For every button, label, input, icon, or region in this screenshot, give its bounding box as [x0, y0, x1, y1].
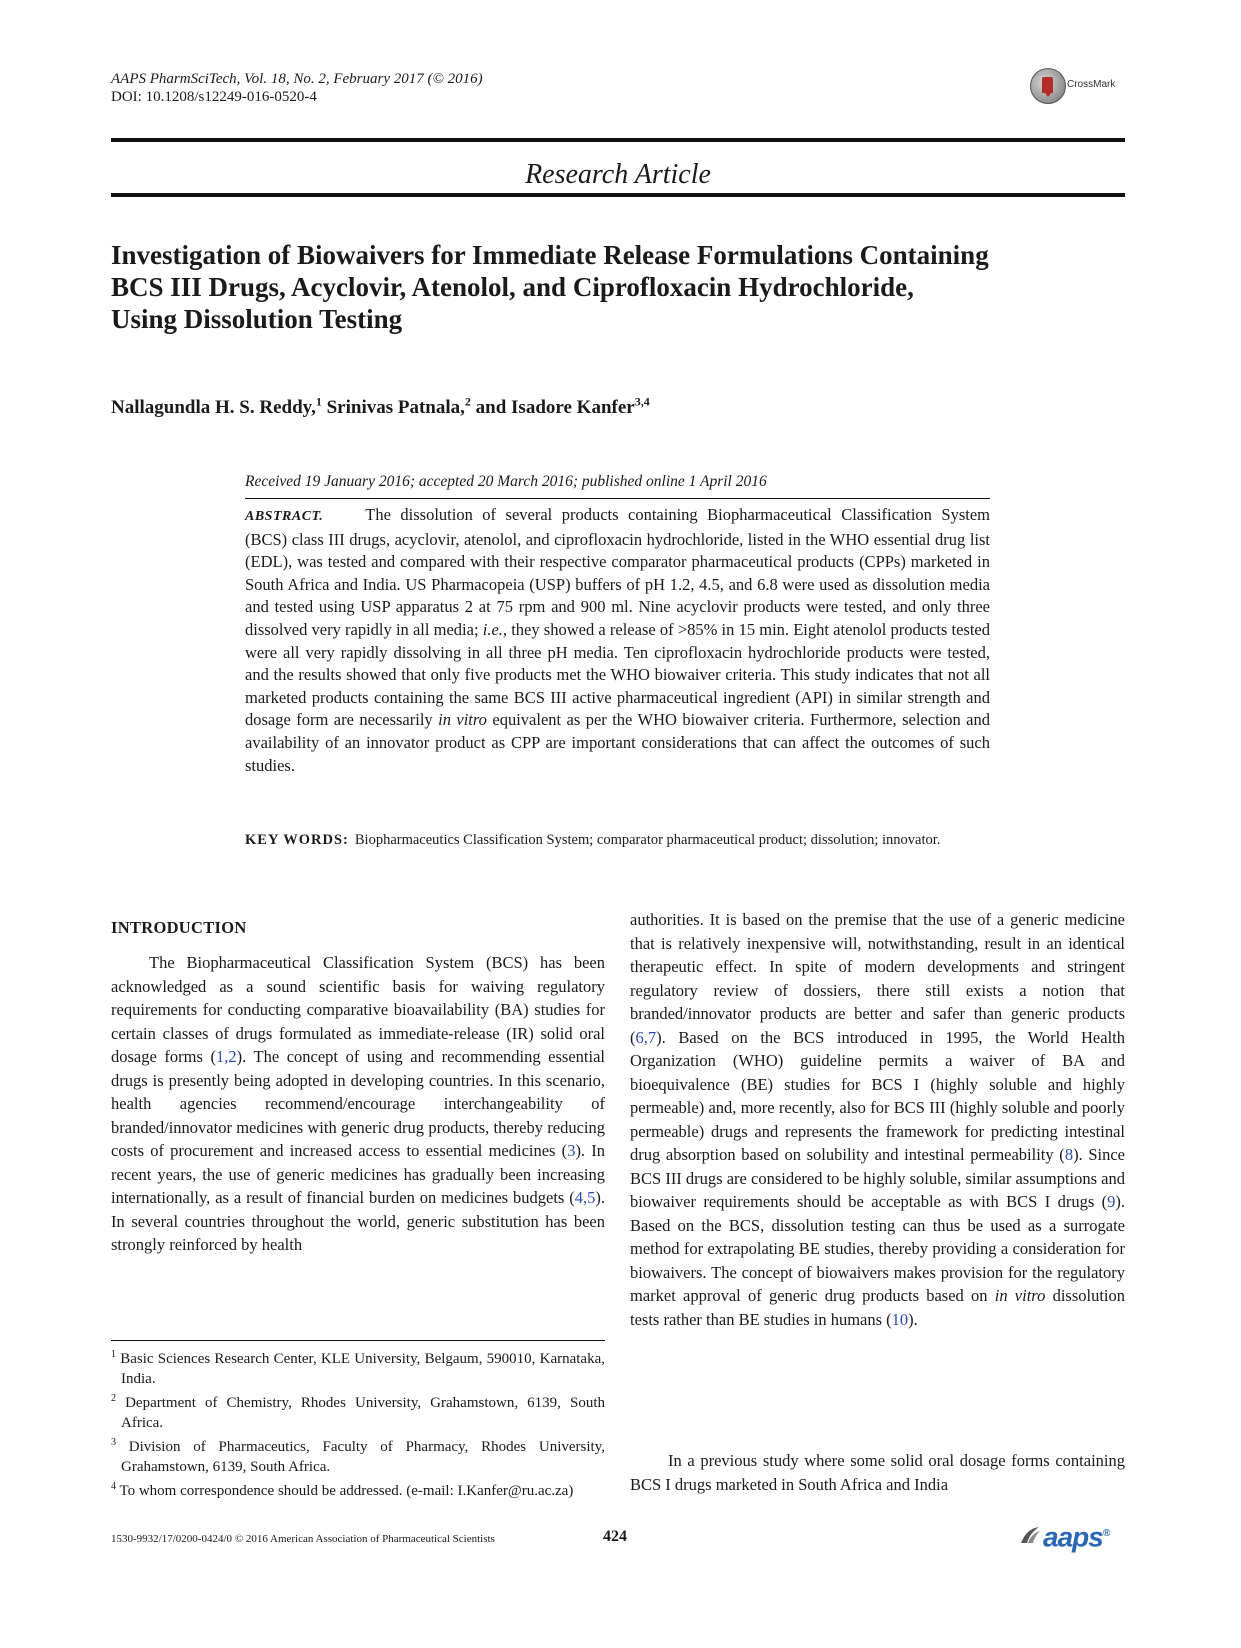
author-name: Srinivas Patnala, [321, 397, 465, 418]
body-text: ). [908, 1309, 918, 1329]
footnote-number: 3 [111, 1437, 116, 1448]
header-rule-bottom [111, 193, 1125, 197]
article-title [111, 239, 1125, 335]
registered-mark: ® [1102, 1528, 1110, 1539]
author-affiliation: 1 [315, 394, 322, 409]
body-text: ). Based on the BCS, dissolution testing can thus be used as a surrogate method for extrapolating BE studies, thereby providing a consideration for biowaivers. The concept of biowaivers makes provision for the regulatory market approval of generic drug products based on [630, 1192, 1125, 1305]
crossmark-label: CrossMark [1067, 79, 1116, 90]
title-line: Using Dissolution Testing [111, 304, 403, 334]
citation-link[interactable]: 3 [567, 1141, 576, 1160]
keywords [245, 831, 990, 849]
received-dates: Received 19 January 2016; accepted 20 March 2016; published online 1 April 2016 [245, 473, 767, 490]
body-text: ). The concept of using and recommending essential drugs is presently being adopted in developing countries. In this scenario, health agencies recommend/encourage interchangeability of branded/innovator medicines with generic drug products, thereby reducing costs of procurement and increased access to essential medicines ( [111, 1047, 606, 1160]
aaps-swoosh-icon [1019, 1525, 1041, 1545]
citation-link[interactable]: 1,2 [215, 1047, 237, 1066]
author-affiliation: 2 [464, 394, 471, 409]
journal-citation: AAPS PharmSciTech, Vol. 18, No. 2, February 2017 (© 2016) [111, 71, 483, 87]
title-line: Investigation of Biowaivers for Immediate Release Formulations Containing [111, 240, 989, 270]
citation-link[interactable]: 10 [891, 1309, 909, 1329]
footnote-text: Department of Chemistry, Rhodes University, Grahamstown, 6139, South Africa. [121, 1395, 605, 1431]
page-number: 424 [603, 1528, 627, 1545]
keywords-label: KEY WORDS: [245, 832, 349, 848]
citation-link[interactable]: 8 [1064, 1145, 1074, 1164]
footnote-text: Division of Pharmaceutics, Faculty of Pharmacy, Rhodes University, Grahamstown, 6139, South Africa. [121, 1439, 606, 1475]
body-text: ). In recent years, the use of generic medicines has gradually been increasing internationally, as a result of financial burden on medicines budgets ( [111, 1141, 605, 1207]
intro-paragraph-left [111, 951, 605, 1257]
body-text: ). In several countries throughout the world, generic substitution has been strongly reinforced by health [111, 1188, 605, 1254]
footnotes [111, 1345, 605, 1502]
article-type: Research Article [525, 159, 711, 190]
intro-paragraph-right [630, 908, 1125, 1331]
footnote-number: 2 [111, 1393, 116, 1404]
footnote [111, 1477, 605, 1502]
citation-link[interactable]: 9 [1107, 1192, 1116, 1211]
abstract-in-vitro: in vitro [438, 710, 487, 730]
body-text: authorities. It is based on the premise that the use of a generic medicine that is relatively inexpensive will, notwithstanding, result in an identical therapeutic effect. In spite of modern developments and stringent regulatory review of dossiers, there still exists a notion that branded/innovator products are better and safer than generic products ( [630, 910, 1125, 1047]
abstract [245, 504, 990, 777]
intro-paragraph-right-2: In a previous study where some solid oral dosage forms containing BCS I drugs marketed in South Africa and India [630, 1451, 1125, 1494]
footnote-number: 1 [111, 1349, 116, 1360]
footnote-text: Basic Sciences Research Center, KLE University, Belgaum, 590010, Karnataka, India. [120, 1351, 605, 1387]
section-heading-introduction: INTRODUCTION [111, 918, 247, 937]
title-line: BCS III Drugs, Acyclovir, Atenolol, and Ciprofloxacin Hydrochloride, [111, 272, 914, 302]
abstract-ie: i.e. [482, 619, 503, 639]
footnote [111, 1389, 605, 1433]
crossmark-badge[interactable] [1030, 66, 1125, 106]
body-text: ). Based on the BCS introduced in 1995, the World Health Organization (WHO) guideline permits a waiver of BA and bioequivalence (BE) studies for BCS I (highly soluble and highly permeable) and, more recently, also for BCS III (highly soluble and poorly permeable) drugs and represents the framework for predicting intestinal drug absorption based on solubility and intestinal permeability ( [630, 1027, 1125, 1164]
body-text: ). Since BCS III drugs are considered to be highly soluble, similar assumptions and biowaiver requirements should be acceptable as with BCS I drugs ( [630, 1145, 1126, 1211]
abstract-text: The dissolution of several products containing Biopharmaceutical Classification System (BCS) class III drugs, acyclovir, atenolol, and ciprofloxacin hydrochloride, listed in the WHO essential drug list (EDL), was tested and compared with their respective comparator pharmaceutical products (CPPs) marketed in South Africa and India. US Pharmacopeia (USP) buffers of pH 1.2, 4.5, and 6.8 were used as dissolution media and tested using USP apparatus 2 at 75 rpm and 900 ml. Nine acyclovir products were tested, and only three dissolved very rapidly in all media; [245, 505, 990, 639]
author-name: Nallagundla H. S. Reddy, [111, 397, 316, 418]
footnote-text: To whom correspondence should be addressed. (e-mail: I.Kanfer@ru.ac.za) [119, 1483, 574, 1499]
body-text: The Biopharmaceutical Classification System (BCS) has been acknowledged as a sound scientific basis for waiving regulatory requirements for conducting comparative bioavailability (BA) studies for certain classes of drugs formulated as immediate-release (IR) solid oral dosage forms ( [111, 953, 605, 1066]
abstract-text: , they showed a release of >85% in 15 min. Eight atenolol products tested were all very rapidly dissolving in all three pH media. Ten ciprofloxacin hydrochloride products were tested, and the results showed that only five products met the WHO biowaiver criteria. This study indicates that not all marketed products containing the same BCS III active pharmaceutical ingredient (API) in similar strength and dosage form are necessarily [245, 619, 990, 730]
footnote [111, 1433, 605, 1477]
citation-link[interactable]: 4,5 [574, 1188, 596, 1207]
abstract-rule [245, 498, 990, 499]
body-text: dissolution tests rather than BE studies in humans ( [630, 1286, 1126, 1329]
crossmark-icon [1030, 68, 1066, 104]
author-affiliation: 3,4 [634, 394, 650, 409]
keywords-text: Biopharmaceutics Classification System; comparator pharmaceutical product; dissolution; innovator. [354, 832, 941, 848]
citation-link[interactable]: 6,7 [635, 1027, 657, 1047]
doi[interactable]: DOI: 10.1208/s12249-016-0520-4 [111, 89, 317, 105]
aaps-wordmark [1043, 1519, 1109, 1552]
footnote-rule [111, 1340, 605, 1341]
header-rule-top [111, 138, 1125, 142]
author-name: and Isadore Kanfer [470, 397, 635, 418]
author-list [111, 396, 650, 420]
abstract-label: ABSTRACT. [245, 509, 324, 524]
footnote-number: 4 [111, 1481, 116, 1492]
aaps-wordmark-text: aaps [1043, 1521, 1103, 1553]
body-text-italic: in vitro [994, 1286, 1046, 1305]
aaps-logo [1019, 1521, 1125, 1553]
abstract-text: equivalent as per the WHO biowaiver criteria. Furthermore, selection and availability of an innovator product as CPP are important considerations that can affect the outcomes of such studies. [245, 710, 991, 775]
footnote [111, 1345, 605, 1389]
copyright-line: 1530-9932/17/0200-0424/0 © 2016 American Association of Pharmaceutical Scientists [111, 1533, 495, 1545]
